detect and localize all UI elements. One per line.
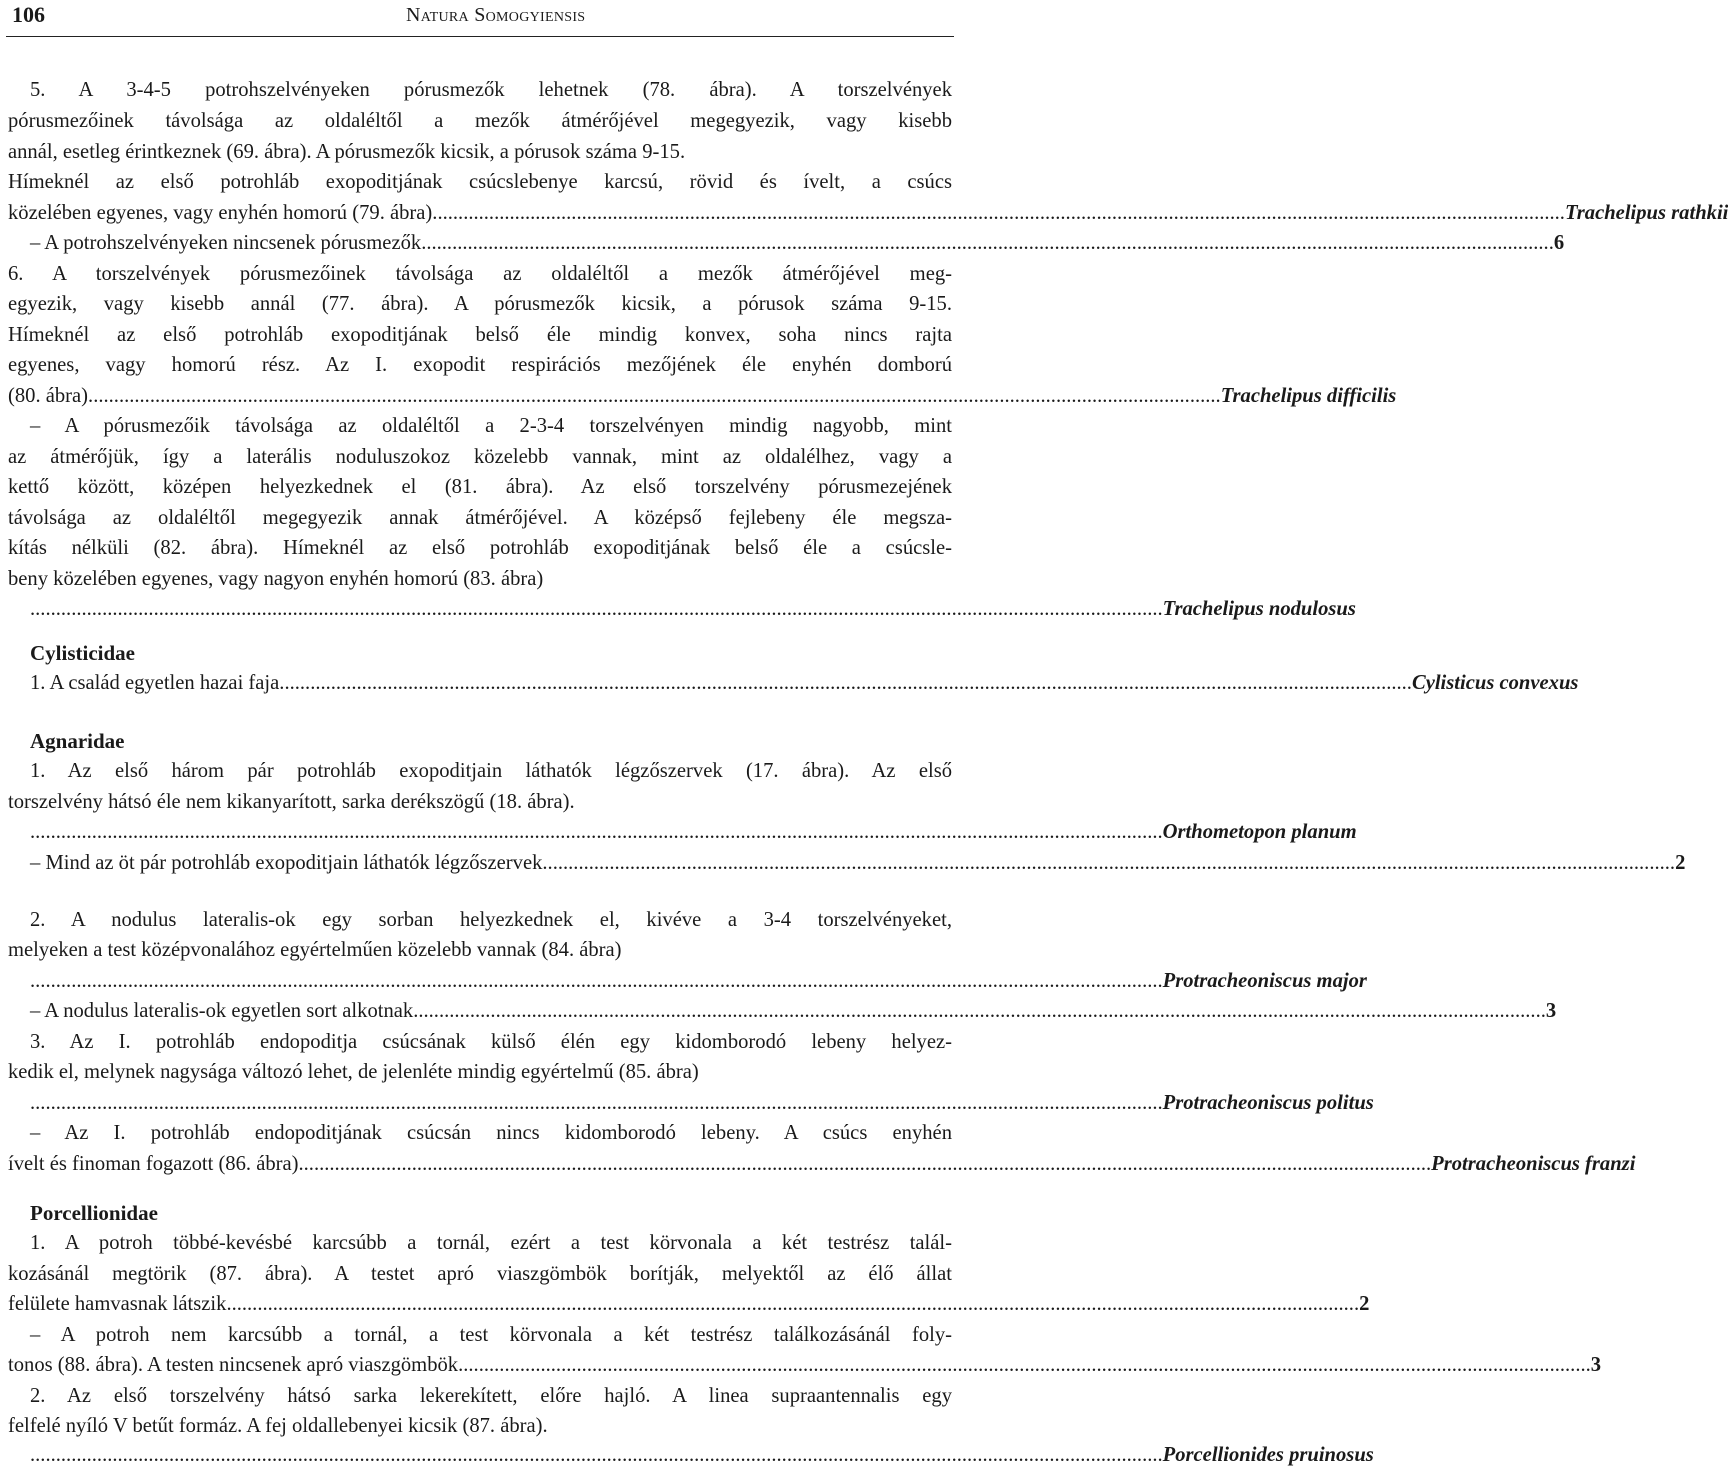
text-line: – A pórusmezőik távolsága az oldaléltől a 2-3-4 torszelvényen mindig nagyobb, mint bbox=[30, 415, 952, 437]
key-lead-text: 1. A család egyetlen hazai faja bbox=[30, 672, 280, 694]
key-line bbox=[8, 1289, 1370, 1319]
text-line: beny közelében egyenes, vagy nagyon enyhén homorú (83. ábra) bbox=[8, 568, 544, 590]
taxon-name: Protracheoniscus franzi bbox=[1431, 1153, 1636, 1175]
key-line bbox=[8, 1149, 1636, 1179]
page-header bbox=[6, 0, 954, 37]
text-line: 2. Az első torszelvény hátsó sarka lekerekített, előre hajló. A linea supraantennalis egy bbox=[30, 1385, 952, 1407]
family-heading: Agnaridae bbox=[30, 729, 125, 753]
key-step-number: 3 bbox=[1545, 1000, 1557, 1022]
text-line: 1. Az első három pár potrohláb exopoditjain láthatók légzőszervek (17. ábra). Az első bbox=[30, 760, 952, 782]
text-line: egyenes, vagy homorú rész. Az I. exopodit respirációs mezőjének éle enyhén domború bbox=[8, 354, 952, 376]
dot-leader: ............................................................................................................................................................................................................................ bbox=[30, 1444, 1163, 1466]
text-line: annál, esetleg érintkeznek (69. ábra). A pórusmezők kicsik, a pórusok száma 9-15. bbox=[8, 141, 686, 163]
text-line: 3. Az I. potrohláb endopoditja csúcsának külső élén egy kidomborodó lebeny helyez- bbox=[30, 1031, 952, 1053]
dot-leader: ............................................................................................................................................................................................................................ bbox=[458, 1354, 1591, 1376]
text-line: Hímeknél az első potrohláb exopoditjának csúcslebenye karcsú, rövid és ívelt, a csúcs bbox=[8, 171, 952, 193]
text-line: 2. A nodulus lateralis-ok egy sorban helyezkednek el, kivéve a 3-4 torszelvényeket, bbox=[30, 909, 952, 931]
dot-leader: ............................................................................................................................................................................................................................ bbox=[298, 1153, 1432, 1175]
dot-leader: ............................................................................................................................................................................................................................ bbox=[226, 1293, 1360, 1315]
key-line bbox=[30, 668, 1579, 698]
dot-leader: ............................................................................................................................................................................................................................ bbox=[30, 1092, 1163, 1114]
text-line: 5. A 3-4-5 potrohszelvényeken pórusmezők lehetnek (78. ábra). A torszelvények bbox=[30, 79, 952, 101]
text-line: kettő között, középen helyezkednek el (81. ábra). Az első torszelvény pórusmezejének bbox=[8, 476, 952, 498]
text-line: kedik el, melynek nagysága változó lehet, de jelenléte mindig egyértelmű (85. ábra) bbox=[8, 1061, 699, 1083]
key-step-number: 6 bbox=[1553, 232, 1565, 254]
text-line: kítás nélküli (82. ábra). Hímeknél az első potrohláb exopoditjának belső éle a csúcsle- bbox=[8, 537, 952, 559]
key-line bbox=[30, 1088, 1374, 1118]
key-line bbox=[8, 381, 1397, 411]
text-line: kozásánál megtörik (87. ábra). A testet apró viaszgömbök borítják, melyektől az élő állat bbox=[8, 1263, 952, 1285]
taxon-name: Protracheoniscus major bbox=[1162, 970, 1367, 992]
taxon-name: Orthometopon planum bbox=[1162, 821, 1357, 843]
taxon-name: Protracheoniscus politus bbox=[1162, 1092, 1374, 1114]
key-line bbox=[30, 817, 1357, 847]
key-step-number: 3 bbox=[1590, 1354, 1602, 1376]
text-line: távolsága az oldaléltől megegyezik annak átmérőjével. A középső fejlebeny éle megsza- bbox=[8, 507, 952, 529]
text-line: Hímeknél az első potrohláb exopoditjának belső éle mindig konvex, soha nincs rajta bbox=[8, 324, 952, 346]
key-line bbox=[8, 198, 1728, 228]
dot-leader: ............................................................................................................................................................................................................................ bbox=[413, 1000, 1546, 1022]
page-number: 106 bbox=[12, 2, 45, 27]
family-heading: Cylisticidae bbox=[30, 641, 135, 665]
key-line bbox=[30, 1440, 1374, 1470]
text-line: felfelé nyíló V betűt formáz. A fej oldallebenyei kicsik (87. ábra). bbox=[8, 1415, 548, 1437]
dot-leader: ............................................................................................................................................................................................................................ bbox=[30, 598, 1163, 620]
text-line: 6. A torszelvények pórusmezőinek távolsága az oldaléltől a mezők átmérőjével meg- bbox=[8, 263, 952, 285]
key-lead-text: felülete hamvasnak látszik bbox=[8, 1293, 227, 1315]
text-line: egyezik, vagy kisebb annál (77. ábra). A pórusmezők kicsik, a pórusok száma 9-15. bbox=[8, 293, 952, 315]
key-line bbox=[30, 228, 1565, 258]
taxon-name: Trachelipus nodulosus bbox=[1162, 598, 1356, 620]
key-step-number: 2 bbox=[1359, 1293, 1370, 1315]
key-lead-text: – Mind az öt pár potrohláb exopoditjain láthatók légzőszervek bbox=[30, 852, 543, 874]
dot-leader: ............................................................................................................................................................................................................................ bbox=[30, 821, 1163, 843]
key-lead-text: – A potrohszelvényeken nincsenek pórusmezők bbox=[30, 232, 422, 254]
key-line bbox=[30, 996, 1557, 1026]
key-line bbox=[30, 848, 1686, 878]
key-lead-text: (80. ábra) bbox=[8, 385, 89, 407]
key-step-number: 2 bbox=[1675, 852, 1686, 874]
taxon-name: Trachelipus rathkii bbox=[1564, 202, 1728, 224]
text-line: pórusmezőinek távolsága az oldaléltől a mezők átmérőjével megegyezik, vagy kisebb bbox=[8, 110, 952, 132]
dot-leader: ............................................................................................................................................................................................................................ bbox=[88, 385, 1221, 407]
dot-leader: ............................................................................................................................................................................................................................ bbox=[542, 852, 1676, 874]
key-lead-text: tonos (88. ábra). A testen nincsenek apró viaszgömbök bbox=[8, 1354, 459, 1376]
key-line bbox=[30, 966, 1367, 996]
dot-leader: ............................................................................................................................................................................................................................ bbox=[30, 970, 1163, 992]
dot-leader: ............................................................................................................................................................................................................................ bbox=[432, 202, 1565, 224]
key-lead-text: ívelt és finoman fogazott (86. ábra) bbox=[8, 1153, 299, 1175]
dot-leader: ............................................................................................................................................................................................................................ bbox=[421, 232, 1554, 254]
text-line: melyeken a test középvonalához egyértelműen közelebb vannak (84. ábra) bbox=[8, 939, 622, 961]
taxon-name: Porcellionides pruinosus bbox=[1162, 1444, 1374, 1466]
taxon-name: Cylisticus convexus bbox=[1411, 672, 1579, 694]
key-lead-text: közelében egyenes, vagy enyhén homorú (79. ábra) bbox=[8, 202, 433, 224]
text-line: torszelvény hátsó éle nem kikanyarított, sarka derékszögű (18. ábra). bbox=[8, 791, 575, 813]
key-line bbox=[30, 594, 1356, 624]
key-line bbox=[8, 1350, 1602, 1380]
taxon-name: Trachelipus difficilis bbox=[1220, 385, 1397, 407]
text-line: 1. A potroh többé-kevésbé karcsúbb a tornál, ezért a test körvonala a két testrész talál- bbox=[30, 1232, 952, 1254]
text-line: – A potroh nem karcsúbb a tornál, a test körvonala a két testrész találkozásánál foly- bbox=[30, 1324, 952, 1346]
journal-title: Natura Somogyiensis bbox=[406, 4, 586, 26]
text-line: az átmérőjük, így a laterális noduluszokoz közelebb vannak, mint az oldalélhez, vagy a bbox=[8, 446, 952, 468]
family-heading: Porcellionidae bbox=[30, 1201, 158, 1225]
text-line: – Az I. potrohláb endopoditjának csúcsán nincs kidomborodó lebeny. A csúcs enyhén bbox=[30, 1122, 952, 1144]
dot-leader: ............................................................................................................................................................................................................................ bbox=[279, 672, 1412, 694]
key-lead-text: – A nodulus lateralis-ok egyetlen sort alkotnak bbox=[30, 1000, 414, 1022]
